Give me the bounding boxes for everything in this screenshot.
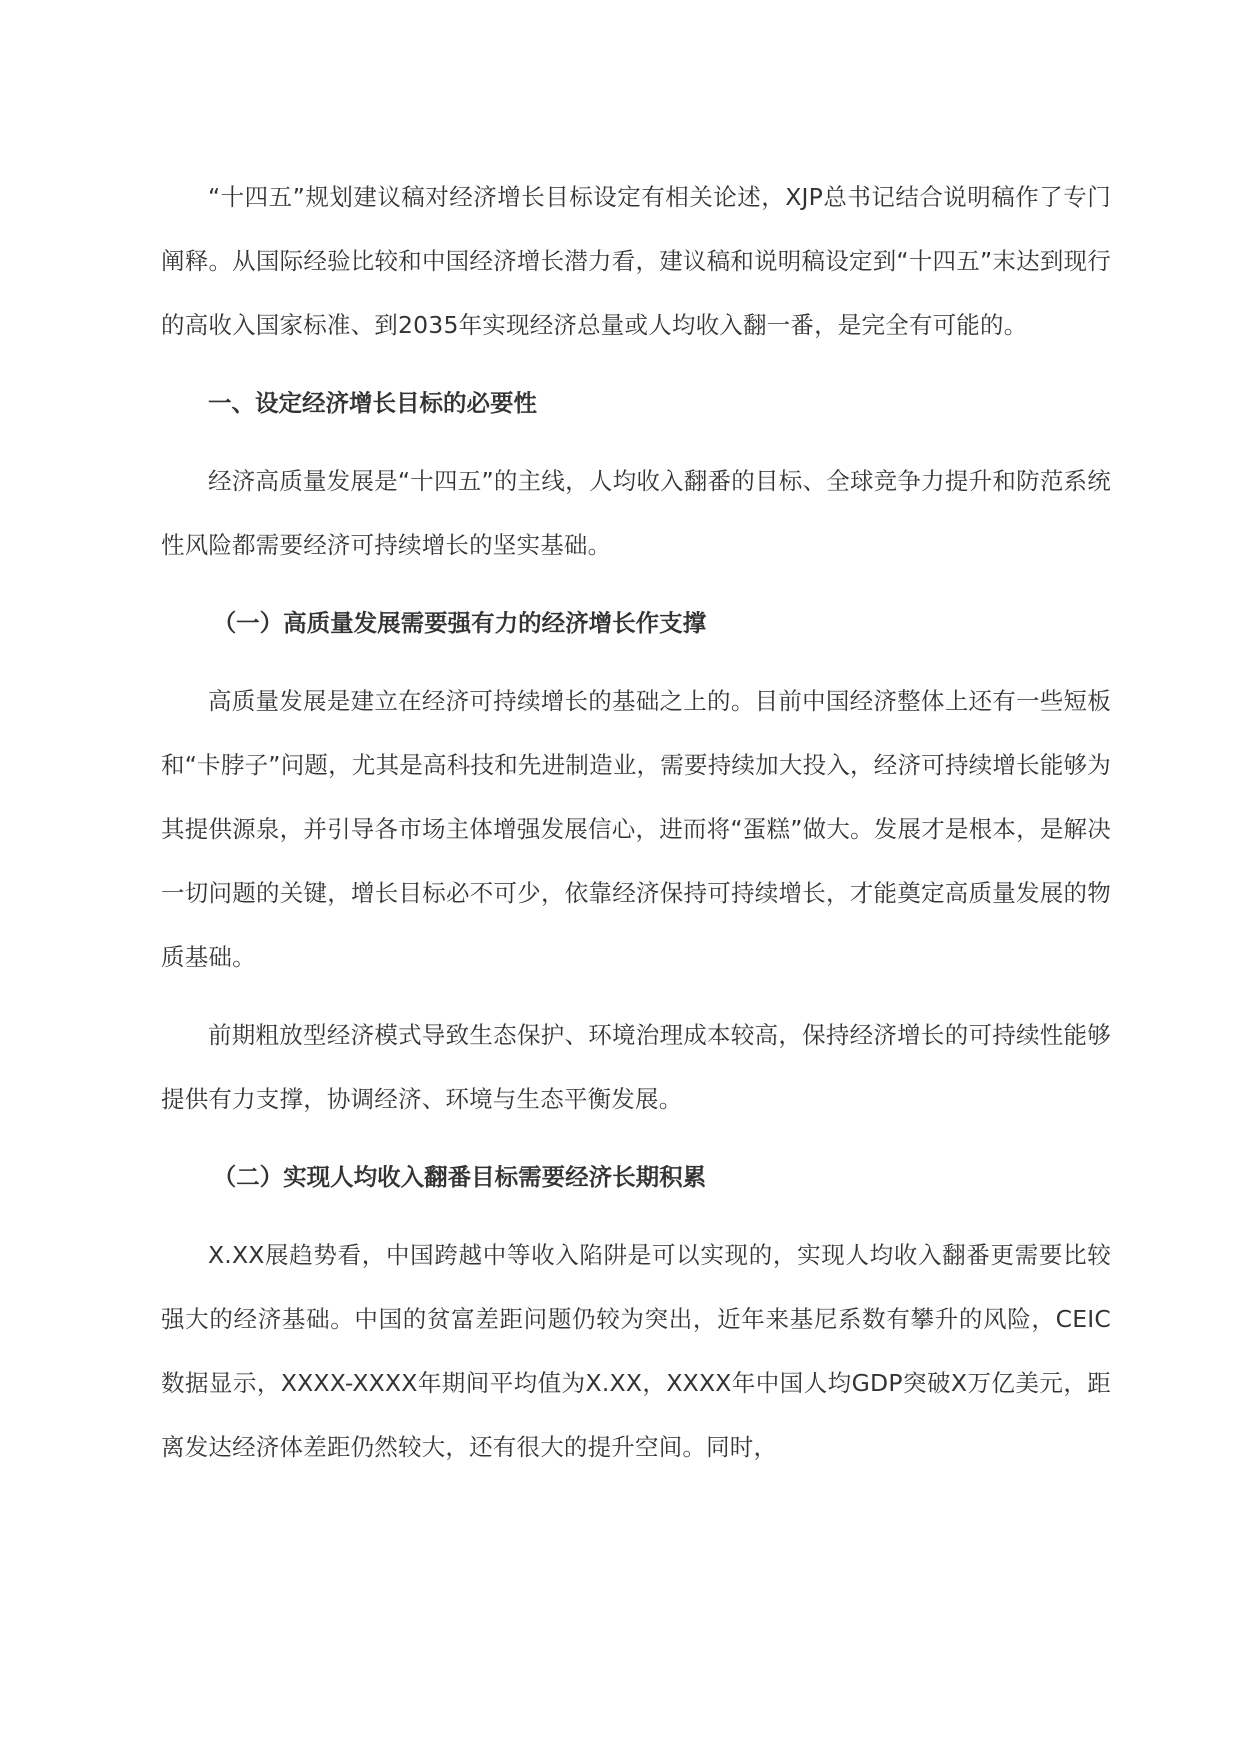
subsection-heading-1: （一）高质量发展需要强有力的经济增长作支撑 <box>212 609 707 637</box>
paragraph-high-quality-development: 高质量发展是建立在经济可持续增长的基础之上的。目前中国经济整体上还有一些短板和“卡脖子”问题，尤其是高科技和先进制造业，需要持续加大投入，经济可持续增长能够为其提供源泉，并引导各市场主体增强发展信心，进而将“蛋糕”做大。发展才是根本，是解决一切问题的关键，增长目标必不可少，依靠经济保持可持续增长，才能奠定高质量发展的物质基础。 <box>161 687 1111 971</box>
subsection-heading-2: （二）实现人均收入翻番目标需要经济长期积累 <box>212 1163 707 1191</box>
paragraph-income-doubling: X.XX展趋势看，中国跨越中等收入陷阱是可以实现的，实现人均收入翻番更需要比较强大的经济基础。中国的贫富差距问题仍较为突出，近年来基尼系数有攀升的风险，CEIC数据显示，XXXX-XXXX年期间平均值为X.XX，XXXX年中国人均GDP突破X万亿美元，距离发达经济体差距仍然较大，还有很大的提升空间。同时， <box>161 1241 1111 1461</box>
paragraph-ecology: 前期粗放型经济模式导致生态保护、环境治理成本较高，保持经济增长的可持续性能够提供有力支撑，协调经济、环境与生态平衡发展。 <box>161 1021 1111 1113</box>
section-heading-1: 一、设定经济增长目标的必要性 <box>208 389 537 417</box>
paragraph-main-line: 经济高质量发展是“十四五”的主线，人均收入翻番的目标、全球竞争力提升和防范系统性风险都需要经济可持续增长的坚实基础。 <box>161 467 1111 559</box>
paragraph-intro: “十四五”规划建议稿对经济增长目标设定有相关论述，XJP总书记结合说明稿作了专门阐释。从国际经验比较和中国经济增长潜力看，建议稿和说明稿设定到“十四五”末达到现行的高收入国家标准、到2035年实现经济总量或人均收入翻一番，是完全有可能的。 <box>161 183 1111 339</box>
document-body <box>161 165 1111 1479</box>
